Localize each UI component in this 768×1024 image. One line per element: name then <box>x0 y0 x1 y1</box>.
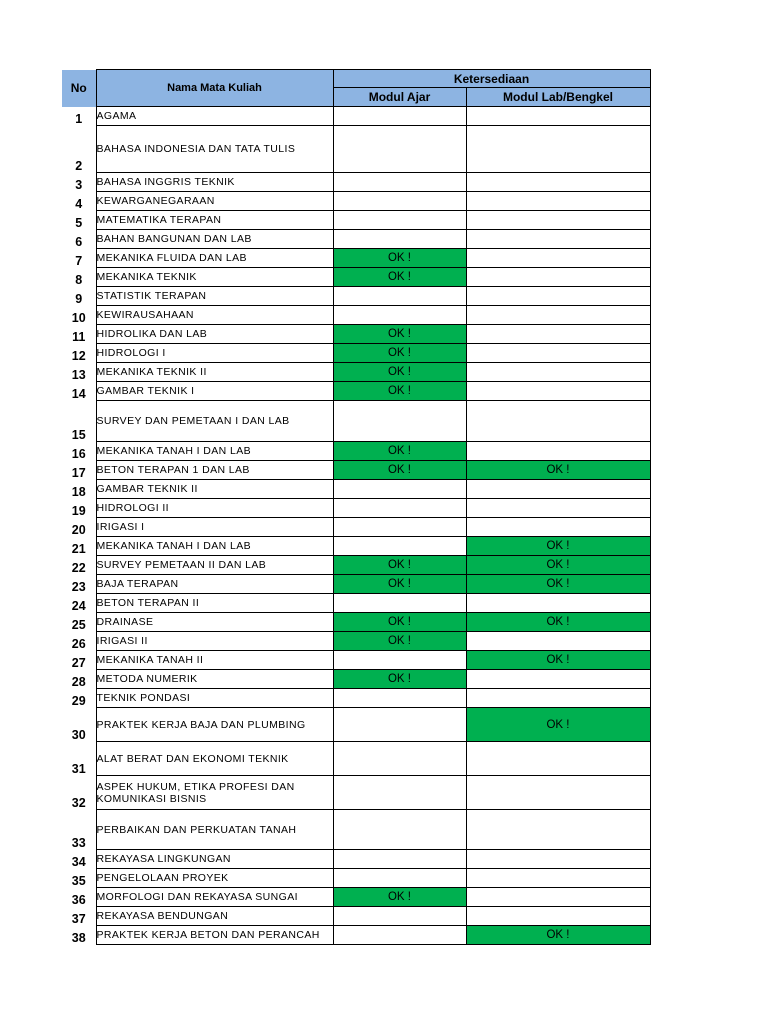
modul-lab-cell <box>466 173 650 192</box>
row-number: 31 <box>71 761 86 776</box>
modul-ajar-cell <box>333 480 466 499</box>
table-row <box>62 742 650 776</box>
modul-lab-cell: OK ! <box>466 537 650 556</box>
modul-ajar-cell <box>333 810 466 850</box>
course-name: HIDROLOGI II <box>96 499 333 518</box>
modul-lab-cell <box>466 306 650 325</box>
modul-lab-cell <box>466 249 650 268</box>
table-row <box>62 268 650 287</box>
modul-ajar-cell: OK ! <box>333 888 466 907</box>
modul-ajar-cell <box>333 107 466 126</box>
modul-ajar-cell: OK ! <box>333 363 466 382</box>
table-row <box>62 907 650 926</box>
table-row <box>62 499 650 518</box>
modul-ajar-cell: OK ! <box>333 613 466 632</box>
modul-lab-cell <box>466 888 650 907</box>
course-name: MORFOLOGI DAN REKAYASA SUNGAI <box>96 888 333 907</box>
row-number: 16 <box>71 446 86 461</box>
modul-ajar-cell <box>333 651 466 670</box>
table-row <box>62 810 650 850</box>
modul-ajar-cell <box>333 287 466 306</box>
modul-ajar-cell: OK ! <box>333 268 466 287</box>
table-row <box>62 869 650 888</box>
header-modul-lab: Modul Lab/Bengkel <box>466 88 650 107</box>
modul-ajar-cell <box>333 499 466 518</box>
header-availability: Ketersediaan <box>333 70 650 88</box>
table-row <box>62 776 650 810</box>
modul-ajar-cell <box>333 708 466 742</box>
table-row <box>62 670 650 689</box>
course-name: SURVEY PEMETAAN II DAN LAB <box>96 556 333 575</box>
table-row <box>62 126 650 173</box>
modul-lab-cell <box>466 850 650 869</box>
table-row <box>62 306 650 325</box>
table-row <box>62 344 650 363</box>
row-number: 3 <box>75 177 83 192</box>
modul-lab-cell <box>466 499 650 518</box>
course-name: ALAT BERAT DAN EKONOMI TEKNIK <box>96 742 333 776</box>
table-row <box>62 888 650 907</box>
table-row <box>62 850 650 869</box>
row-number: 4 <box>75 196 83 211</box>
table-row <box>62 926 650 945</box>
row-number: 27 <box>71 655 86 670</box>
modul-lab-cell <box>466 810 650 850</box>
modul-ajar-cell <box>333 742 466 776</box>
table-row <box>62 651 650 670</box>
modul-lab-cell <box>466 126 650 173</box>
row-number: 19 <box>71 503 86 518</box>
table-row <box>62 708 650 742</box>
row-number: 17 <box>71 465 86 480</box>
modul-lab-cell: OK ! <box>466 575 650 594</box>
modul-lab-cell <box>466 268 650 287</box>
course-name: IRIGASI II <box>96 632 333 651</box>
modul-ajar-cell <box>333 230 466 249</box>
modul-lab-cell <box>466 192 650 211</box>
modul-ajar-cell <box>333 518 466 537</box>
table-row <box>62 363 650 382</box>
header-course-name: Nama Mata Kuliah <box>96 70 333 107</box>
course-name: GAMBAR TEKNIK II <box>96 480 333 499</box>
course-name: PENGELOLAAN PROYEK <box>96 869 333 888</box>
modul-ajar-cell <box>333 689 466 708</box>
modul-ajar-cell: OK ! <box>333 670 466 689</box>
course-name: BAHAN BANGUNAN DAN LAB <box>96 230 333 249</box>
modul-lab-cell: OK ! <box>466 651 650 670</box>
course-name: BAHASA INDONESIA DAN TATA TULIS <box>96 126 333 173</box>
course-name: AGAMA <box>96 107 333 126</box>
row-number: 5 <box>75 215 83 230</box>
course-name: MATEMATIKA TERAPAN <box>96 211 333 230</box>
course-name: REKAYASA LINGKUNGAN <box>96 850 333 869</box>
modul-ajar-cell: OK ! <box>333 382 466 401</box>
row-number: 2 <box>75 158 83 173</box>
course-name: BETON TERAPAN 1 DAN LAB <box>96 461 333 480</box>
row-number: 1 <box>75 111 83 126</box>
table-row <box>62 249 650 268</box>
row-number: 36 <box>71 892 86 907</box>
modul-lab-cell <box>466 742 650 776</box>
course-name: HIDROLOGI I <box>96 344 333 363</box>
modul-ajar-cell <box>333 537 466 556</box>
modul-ajar-cell: OK ! <box>333 442 466 461</box>
table-row <box>62 107 650 126</box>
modul-lab-cell <box>466 211 650 230</box>
modul-lab-cell <box>466 689 650 708</box>
row-number: 29 <box>71 693 86 708</box>
course-name: KEWARGANEGARAAN <box>96 192 333 211</box>
modul-lab-cell <box>466 480 650 499</box>
header-modul-ajar: Modul Ajar <box>333 88 466 107</box>
modul-lab-cell <box>466 287 650 306</box>
row-number: 37 <box>71 911 86 926</box>
row-number: 34 <box>71 854 86 869</box>
course-name: KEWIRAUSAHAAN <box>96 306 333 325</box>
modul-lab-cell <box>466 344 650 363</box>
modul-ajar-cell <box>333 192 466 211</box>
modul-lab-cell <box>466 594 650 613</box>
table-row <box>62 556 650 575</box>
modul-ajar-cell <box>333 211 466 230</box>
modul-ajar-cell <box>333 594 466 613</box>
course-name: DRAINASE <box>96 613 333 632</box>
table-header <box>62 70 650 107</box>
course-name: MEKANIKA TEKNIK II <box>96 363 333 382</box>
modul-lab-cell <box>466 325 650 344</box>
course-name: TEKNIK PONDASI <box>96 689 333 708</box>
table-row <box>62 401 650 442</box>
row-number: 23 <box>71 579 86 594</box>
course-name: PRAKTEK KERJA BETON DAN PERANCAH <box>96 926 333 945</box>
course-name: PRAKTEK KERJA BAJA DAN PLUMBING <box>96 708 333 742</box>
table-row <box>62 230 650 249</box>
row-number: 10 <box>71 310 86 325</box>
modul-ajar-cell: OK ! <box>333 461 466 480</box>
header-no: No <box>62 70 96 107</box>
table-row <box>62 192 650 211</box>
modul-lab-cell: OK ! <box>466 708 650 742</box>
row-number: 9 <box>75 291 83 306</box>
modul-ajar-cell: OK ! <box>333 344 466 363</box>
course-name: ASPEK HUKUM, ETIKA PROFESI DAN KOMUNIKASI BISNIS <box>96 776 333 810</box>
modul-ajar-cell <box>333 907 466 926</box>
row-number: 6 <box>75 234 83 249</box>
table-row <box>62 480 650 499</box>
modul-lab-cell <box>466 518 650 537</box>
modul-ajar-cell: OK ! <box>333 556 466 575</box>
row-number: 13 <box>71 367 86 382</box>
course-name: METODA NUMERIK <box>96 670 333 689</box>
modul-lab-cell <box>466 869 650 888</box>
modul-ajar-cell <box>333 126 466 173</box>
course-name: MEKANIKA FLUIDA DAN LAB <box>96 249 333 268</box>
course-name: BAHASA INGGRIS TEKNIK <box>96 173 333 192</box>
row-number: 12 <box>71 348 86 363</box>
table-row <box>62 613 650 632</box>
table-row <box>62 325 650 344</box>
row-number: 28 <box>71 674 86 689</box>
course-name: GAMBAR TEKNIK I <box>96 382 333 401</box>
row-number: 35 <box>71 873 86 888</box>
table-row <box>62 287 650 306</box>
modul-lab-cell <box>466 907 650 926</box>
table-row <box>62 575 650 594</box>
course-name: IRIGASI I <box>96 518 333 537</box>
row-number: 32 <box>71 795 86 810</box>
modul-lab-cell: OK ! <box>466 926 650 945</box>
modul-ajar-cell <box>333 850 466 869</box>
modul-ajar-cell <box>333 926 466 945</box>
row-number: 11 <box>72 329 86 344</box>
row-number: 30 <box>71 727 86 742</box>
course-name: SURVEY DAN PEMETAAN I DAN LAB <box>96 401 333 442</box>
row-number: 8 <box>75 272 83 287</box>
modul-ajar-cell <box>333 173 466 192</box>
modul-lab-cell <box>466 632 650 651</box>
row-number: 18 <box>71 484 86 499</box>
course-name: PERBAIKAN DAN PERKUATAN TANAH <box>96 810 333 850</box>
course-name: MEKANIKA TANAH II <box>96 651 333 670</box>
table-row <box>62 173 650 192</box>
course-name: REKAYASA BENDUNGAN <box>96 907 333 926</box>
table-row <box>62 594 650 613</box>
modul-lab-cell <box>466 670 650 689</box>
row-number: 22 <box>71 560 86 575</box>
row-number: 33 <box>71 835 86 850</box>
modul-lab-cell <box>466 363 650 382</box>
row-number: 14 <box>71 386 86 401</box>
course-name: HIDROLIKA DAN LAB <box>96 325 333 344</box>
course-name: BAJA TERAPAN <box>96 575 333 594</box>
table-row <box>62 537 650 556</box>
modul-lab-cell <box>466 107 650 126</box>
row-number: 21 <box>71 541 86 556</box>
modul-ajar-cell: OK ! <box>333 325 466 344</box>
modul-lab-cell <box>466 401 650 442</box>
modul-ajar-cell: OK ! <box>333 575 466 594</box>
table-row <box>62 689 650 708</box>
table-row <box>62 442 650 461</box>
row-number: 25 <box>71 617 86 632</box>
modul-lab-cell: OK ! <box>466 613 650 632</box>
modul-ajar-cell <box>333 869 466 888</box>
modul-ajar-cell <box>333 776 466 810</box>
table-row <box>62 382 650 401</box>
table-row <box>62 211 650 230</box>
course-name: MEKANIKA TANAH I DAN LAB <box>96 442 333 461</box>
modul-ajar-cell <box>333 401 466 442</box>
course-name: BETON TERAPAN II <box>96 594 333 613</box>
table-row <box>62 461 650 480</box>
table-body <box>62 107 650 945</box>
table-row <box>62 632 650 651</box>
modul-lab-cell <box>466 382 650 401</box>
modul-lab-cell: OK ! <box>466 556 650 575</box>
row-number: 38 <box>71 930 86 945</box>
modul-ajar-cell <box>333 306 466 325</box>
row-number: 26 <box>71 636 86 651</box>
modul-ajar-cell: OK ! <box>333 249 466 268</box>
row-number: 24 <box>71 598 86 613</box>
modul-ajar-cell: OK ! <box>333 632 466 651</box>
row-number: 15 <box>71 427 86 442</box>
modul-lab-cell <box>466 776 650 810</box>
table-row <box>62 518 650 537</box>
course-name: MEKANIKA TEKNIK <box>96 268 333 287</box>
modul-lab-cell: OK ! <box>466 461 650 480</box>
course-name: MEKANIKA TANAH I DAN LAB <box>96 537 333 556</box>
modul-lab-cell <box>466 230 650 249</box>
course-availability-table <box>62 69 651 945</box>
row-number: 7 <box>75 253 83 268</box>
modul-lab-cell <box>466 442 650 461</box>
row-number: 20 <box>71 522 86 537</box>
course-name: STATISTIK TERAPAN <box>96 287 333 306</box>
